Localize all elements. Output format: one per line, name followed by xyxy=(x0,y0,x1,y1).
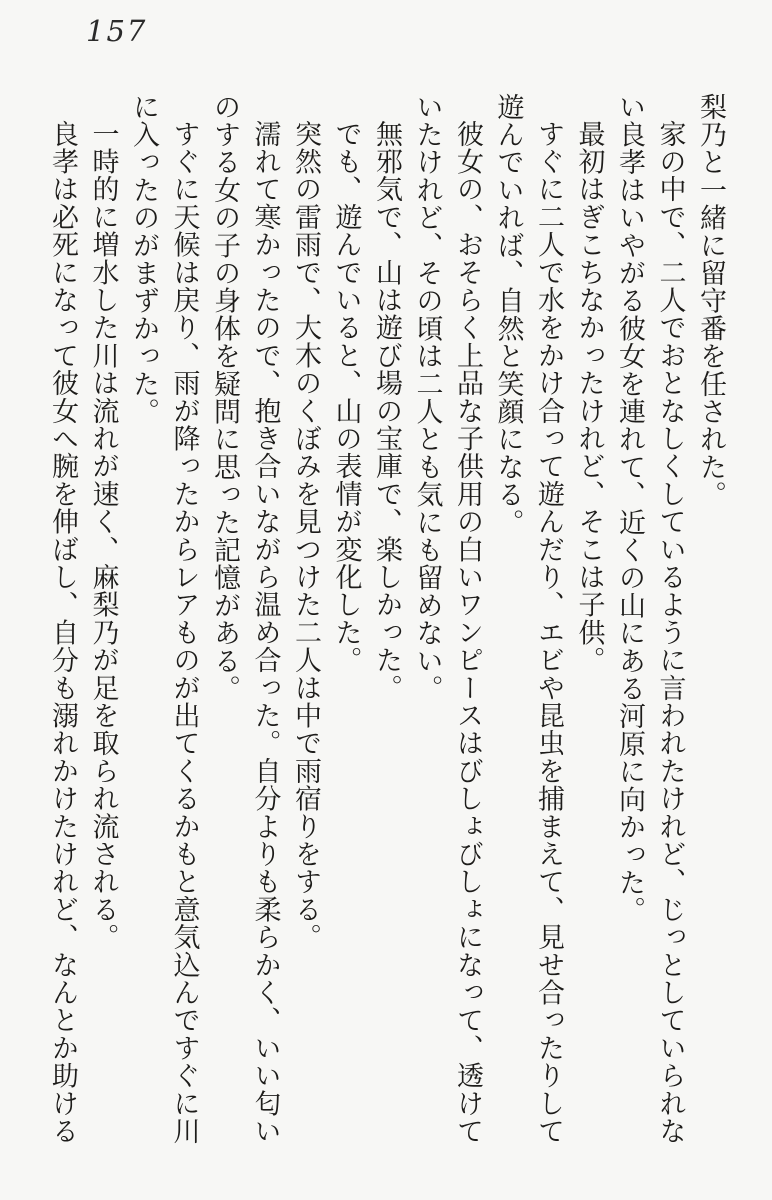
text-block xyxy=(42,93,731,1153)
text-column: 一時的に増水した川は流れが速く、麻梨乃が足を取られ流される。 xyxy=(87,120,119,951)
text-column: 突然の雷雨で、大木のくぼみを見つけた二人は中で雨宿りをする。 xyxy=(290,120,321,951)
text-column: いたけれど、その頃は二人とも気にも留めない。 xyxy=(411,93,443,703)
text-column: 家の中で、二人でおとなしくしているように言われたけれど、じっとしていられな xyxy=(654,120,686,1145)
text-column: 濡れて寒かったので、抱き合いながら温め合った。自分よりも柔らかく、いい匂い xyxy=(249,120,281,1145)
text-column: い良孝はいやがる彼女を連れて、近くの山にある河原に向かった。 xyxy=(614,93,645,924)
text-column: でも、遊んでいると、山の表情が変化した。 xyxy=(330,120,362,674)
text-column: 良孝は必死になって彼女へ腕を伸ばし、自分も溺れかけたけれど、なんとか助ける xyxy=(47,120,78,1145)
text-column: に入ったのがまずかった。 xyxy=(128,93,159,426)
text-column: 無邪気で、山は遊び場の宝庫で、楽しかった。 xyxy=(371,120,402,702)
text-column: すぐに二人で水をかけ合って遊んだり、エビや昆虫を捕まえて、見せ合ったりして xyxy=(533,120,564,1145)
page-number: 157 xyxy=(86,14,148,48)
text-column: 遊んでいれば、自然と笑顔になる。 xyxy=(492,93,524,537)
text-column: すぐに天候は戻り、雨が降ったからレアものが出てくるかもと意気込んですぐに川 xyxy=(168,120,200,1145)
text-column: 梨乃と一緒に留守番を任された。 xyxy=(695,93,726,509)
text-column: のする女の子の身体を疑問に思った記憶がある。 xyxy=(209,93,240,703)
text-column: 彼女の、おそらく上品な子供用の白いワンピースはびしょびしょになって、透けて xyxy=(452,120,483,1145)
text-column: 最初はぎこちなかったけれど、そこは子供。 xyxy=(573,120,605,674)
